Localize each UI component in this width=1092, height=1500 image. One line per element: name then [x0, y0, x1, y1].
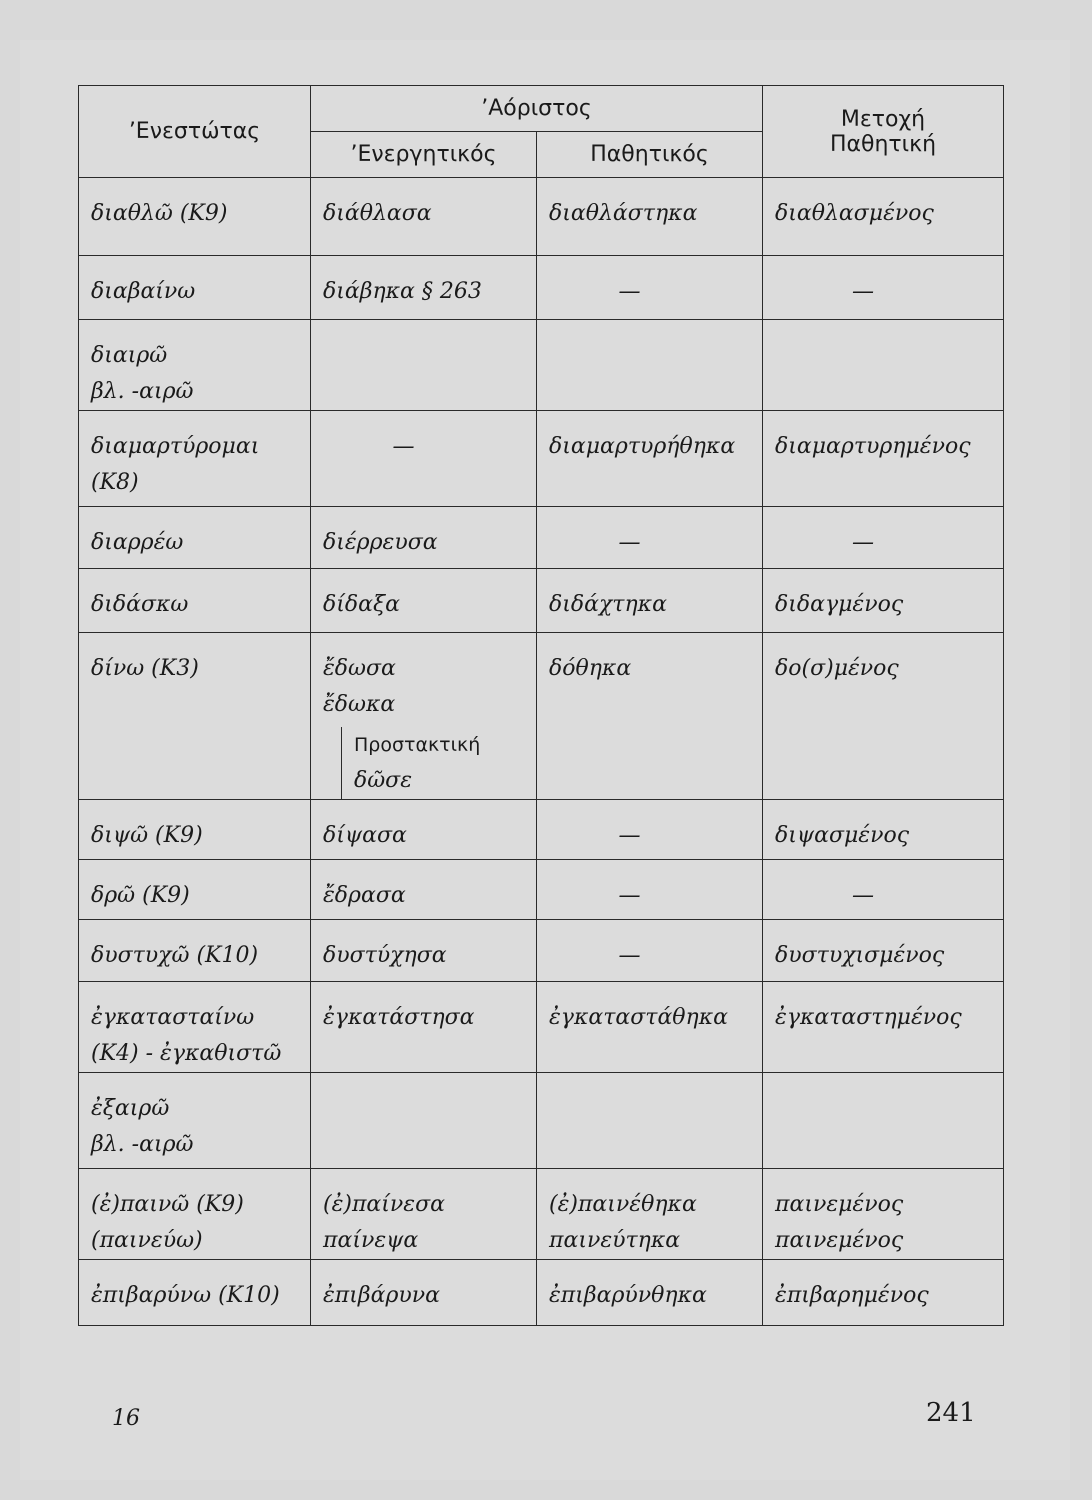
present-form: βλ. -αιρῶ	[91, 379, 194, 404]
active-form: ἐγκατάστησα	[323, 1005, 475, 1030]
cell-passive	[537, 256, 763, 320]
table-row	[79, 982, 1004, 1073]
cell-present	[79, 178, 311, 256]
participle-form: δο(σ)μένος	[775, 656, 899, 681]
cell-present	[79, 507, 311, 569]
imperative-form: δῶσε	[354, 768, 413, 793]
participle-form: παινεμένος	[775, 1228, 904, 1253]
passive-form: ἐπιβαρύνθηκα	[549, 1283, 707, 1308]
cell-participle	[763, 507, 1004, 569]
cell-active	[311, 920, 537, 982]
participle-form: δυστυχισμένος	[775, 943, 945, 968]
present-form: βλ. -αιρῶ	[91, 1132, 194, 1157]
cell-passive	[537, 178, 763, 256]
cell-active	[311, 320, 537, 411]
active-form: (ἐ)παίνεσα	[323, 1192, 445, 1217]
present-form: διαρρέω	[91, 530, 184, 555]
passive-form: —	[618, 279, 641, 304]
passive-form: ἐγκαταστάθηκα	[549, 1005, 729, 1030]
cell-present	[79, 1260, 311, 1326]
passive-form: διδάχτηκα	[549, 592, 667, 617]
header-participle-line2: Παθητική	[829, 131, 937, 157]
passive-form: —	[618, 823, 641, 848]
cell-present	[79, 569, 311, 633]
active-form: ἔδωσα	[323, 656, 396, 681]
cell-passive	[537, 800, 763, 860]
cell-present	[79, 633, 311, 800]
passive-form: παινεύτηκα	[549, 1228, 681, 1253]
header-participle-line1: Μετοχή	[840, 106, 926, 132]
cell-present	[79, 920, 311, 982]
cell-passive	[537, 920, 763, 982]
page-number: 241	[926, 1398, 976, 1428]
participle-form: —	[852, 883, 875, 908]
participle-form: διψασμένος	[775, 823, 910, 848]
cell-present	[79, 1073, 311, 1169]
participle-form: παινεμένος	[775, 1192, 904, 1217]
cell-participle	[763, 569, 1004, 633]
active-form: δυστύχησα	[323, 943, 447, 968]
cell-passive	[537, 1073, 763, 1169]
cell-active	[311, 982, 537, 1073]
cell-passive	[537, 1260, 763, 1326]
cell-present	[79, 411, 311, 507]
passive-form: (ἐ)παινέθηκα	[549, 1192, 697, 1217]
table-row	[79, 800, 1004, 860]
cell-present	[79, 800, 311, 860]
table-row	[79, 320, 1004, 411]
cell-active	[311, 800, 537, 860]
cell-participle	[763, 256, 1004, 320]
present-form: διδάσκω	[91, 592, 189, 617]
cell-active	[311, 178, 537, 256]
cell-passive	[537, 507, 763, 569]
cell-passive	[537, 633, 763, 800]
active-form: διέρρευσα	[323, 530, 438, 555]
cell-active	[311, 1260, 537, 1326]
table-row	[79, 569, 1004, 633]
present-form: διαβαίνω	[91, 279, 196, 304]
active-form: διάβηκα § 263	[323, 279, 482, 304]
header-passive: Παθητικός	[537, 132, 763, 178]
header-active: ’Ενεργητικός	[311, 132, 537, 178]
table-row	[79, 1169, 1004, 1260]
cell-present	[79, 1169, 311, 1260]
cell-present	[79, 860, 311, 920]
cell-participle	[763, 320, 1004, 411]
passive-form: διαθλάστηκα	[549, 201, 698, 226]
cell-active	[311, 860, 537, 920]
participle-form: —	[852, 530, 875, 555]
table-row	[79, 256, 1004, 320]
cell-passive	[537, 569, 763, 633]
present-form: ἐπιβαρύνω (K10)	[91, 1283, 280, 1308]
cell-participle	[763, 1169, 1004, 1260]
header-aorist: ’Αόριστος	[311, 86, 763, 132]
present-form: ἐξαιρῶ	[91, 1096, 170, 1121]
cell-participle	[763, 411, 1004, 507]
cell-active	[311, 633, 537, 800]
participle-form: διαθλασμένος	[775, 201, 934, 226]
cell-active	[311, 411, 537, 507]
passive-form: δόθηκα	[549, 656, 632, 681]
imperative-note	[341, 727, 480, 799]
present-form: (K8)	[91, 470, 139, 495]
cell-passive	[537, 860, 763, 920]
participle-form: διαμαρτυρημένος	[775, 434, 971, 459]
active-form: ἐπιβάρυνα	[323, 1283, 441, 1308]
table-row	[79, 920, 1004, 982]
cell-participle	[763, 1073, 1004, 1169]
passive-form: —	[618, 530, 641, 555]
cell-participle	[763, 982, 1004, 1073]
cell-active	[311, 569, 537, 633]
passive-form: διαμαρτυρήθηκα	[549, 434, 736, 459]
verb-table	[78, 85, 1004, 1326]
participle-form: ἐπιβαρημένος	[775, 1283, 929, 1308]
cell-present	[79, 982, 311, 1073]
active-form: ἔδωκα	[323, 692, 396, 717]
header-participle	[763, 86, 1004, 178]
table-row	[79, 411, 1004, 507]
participle-form: —	[852, 279, 875, 304]
cell-passive	[537, 982, 763, 1073]
present-form: ἐγκατασταίνω	[91, 1005, 255, 1030]
passive-form: —	[618, 883, 641, 908]
table-row	[79, 860, 1004, 920]
cell-passive	[537, 1169, 763, 1260]
cell-active	[311, 1169, 537, 1260]
active-form: —	[392, 434, 415, 459]
present-form: δίνω (K3)	[91, 656, 199, 681]
cell-participle	[763, 633, 1004, 800]
active-form: διάθλασα	[323, 201, 432, 226]
cell-participle	[763, 920, 1004, 982]
present-form: διψῶ (K9)	[91, 823, 203, 848]
cell-active	[311, 1073, 537, 1169]
participle-form: ἐγκαταστημένος	[775, 1005, 962, 1030]
present-form: δρῶ (K9)	[91, 883, 190, 908]
active-form: παίνεψα	[323, 1228, 419, 1253]
cell-active	[311, 256, 537, 320]
header-present: ’Ενεστώτας	[79, 86, 311, 178]
cell-active	[311, 507, 537, 569]
cell-passive	[537, 320, 763, 411]
active-form: δίδαξα	[323, 592, 400, 617]
present-form: (παινεύω)	[91, 1228, 203, 1253]
present-form: διαιρῶ	[91, 343, 168, 368]
participle-form: διδαγμένος	[775, 592, 904, 617]
cell-present	[79, 320, 311, 411]
table-row	[79, 178, 1004, 256]
active-form: δίψασα	[323, 823, 407, 848]
active-form: ἔδρασα	[323, 883, 406, 908]
table-row	[79, 507, 1004, 569]
passive-form: —	[618, 943, 641, 968]
cell-present	[79, 256, 311, 320]
cell-participle	[763, 860, 1004, 920]
cell-participle	[763, 1260, 1004, 1326]
table-row	[79, 1260, 1004, 1326]
present-form: (K4) - ἐγκαθιστῶ	[91, 1041, 282, 1066]
imperative-label: Προστακτική	[354, 734, 481, 756]
cell-passive	[537, 411, 763, 507]
present-form: δυστυχῶ (K10)	[91, 943, 259, 968]
table-row	[79, 633, 1004, 800]
present-form: διαμαρτύρομαι	[91, 434, 260, 459]
present-form: (ἐ)παινῶ (K9)	[91, 1192, 244, 1217]
cell-participle	[763, 178, 1004, 256]
present-form: διαθλῶ (K9)	[91, 201, 228, 226]
signature-mark: 16	[112, 1406, 140, 1431]
cell-participle	[763, 800, 1004, 860]
table-row	[79, 1073, 1004, 1169]
